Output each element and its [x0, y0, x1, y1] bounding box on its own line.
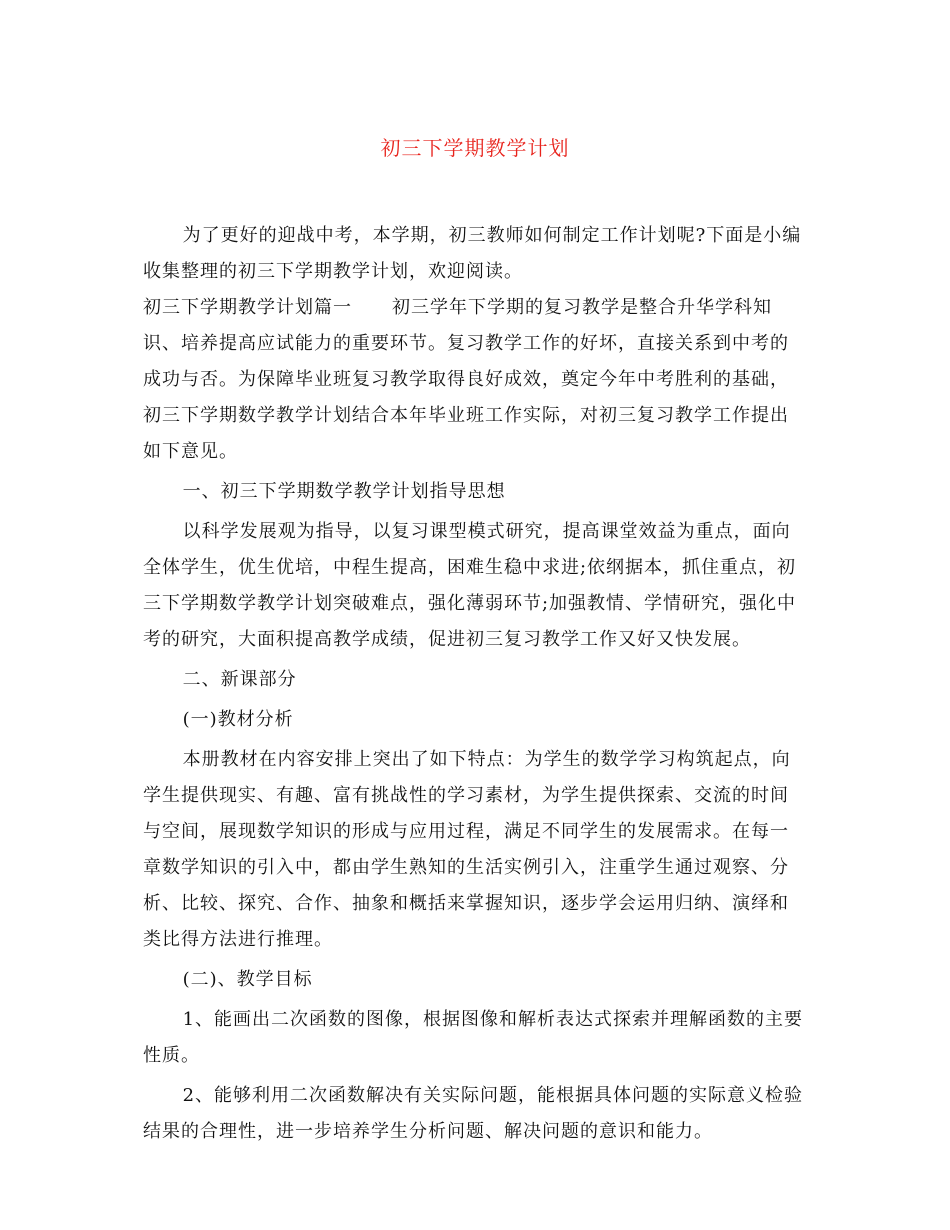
para-guiding: 以科学发展观为指导，以复习课型模式研究，提高课堂效益为重点，面向全体学生，优生优培，中程生提高，困难生稳中求进;依纲据本，抓住重点，初三下学期数学教学计划突破难点，强化薄弱环节;加强教情、学情研究，强化中考的研究，大面积提高教学成绩，促进初三复习教学工作又好又快发展。	[143, 521, 797, 650]
para-textbook: 本册教材在内容安排上突出了如下特点：为学生的数学学习构筑起点，向学生提供现实、有趣、富有挑战性的学习素材，为学生提供探索、交流的时间与空间，展现数学知识的形成与应用过程，满足不同学生的发展需求。在每一章数学知识的引入中，都由学生熟知的生活实例引入，注重学生通过观察、分析、比较、探究、合作、抽象和概括来掌握知识，逐步学会运用归纳、演绎和类比得方法进行推理。	[143, 749, 791, 950]
heading-new-course: 二、新课部分	[182, 669, 297, 690]
goal-item-2: 2、能够利用二次函数解决有关实际问题，能根据具体问题的实际意义检验结果的合理性，进一步培养学生分析问题、解决问题的意识和能力。	[143, 1085, 804, 1142]
document-title: 初三下学期教学计划	[380, 136, 570, 160]
document-body	[143, 218, 807, 1150]
intro-paragraph: 为了更好的迎战中考，本学期，初三教师如何制定工作计划呢?下面是小编收集整理的初三下学期教学计划，欢迎阅读。	[143, 225, 802, 282]
section-one-heading: 初三下学期教学计划篇一	[143, 297, 352, 318]
goal-item-1: 1、能画出二次函数的图像，根据图像和解析表达式探索并理解函数的主要性质。	[143, 1009, 804, 1066]
heading-textbook: (一)教材分析	[182, 709, 294, 730]
section-one-body: 初三学年下学期的复习教学是整合升华学科知识、培养提高应试能力的重要环节。复习教学工作的好坏，直接关系到中考的成功与否。为保障毕业班复习教学取得良好成效，奠定今年中考胜利的基础，初三下学期数学教学计划结合本年毕业班工作实际，对初三复习教学工作提出如下意见。	[143, 297, 789, 462]
heading-guiding: 一、初三下学期数学教学计划指导思想	[182, 481, 506, 502]
heading-goals: (二)、教学目标	[182, 969, 313, 990]
section-one-paragraph	[143, 290, 807, 470]
